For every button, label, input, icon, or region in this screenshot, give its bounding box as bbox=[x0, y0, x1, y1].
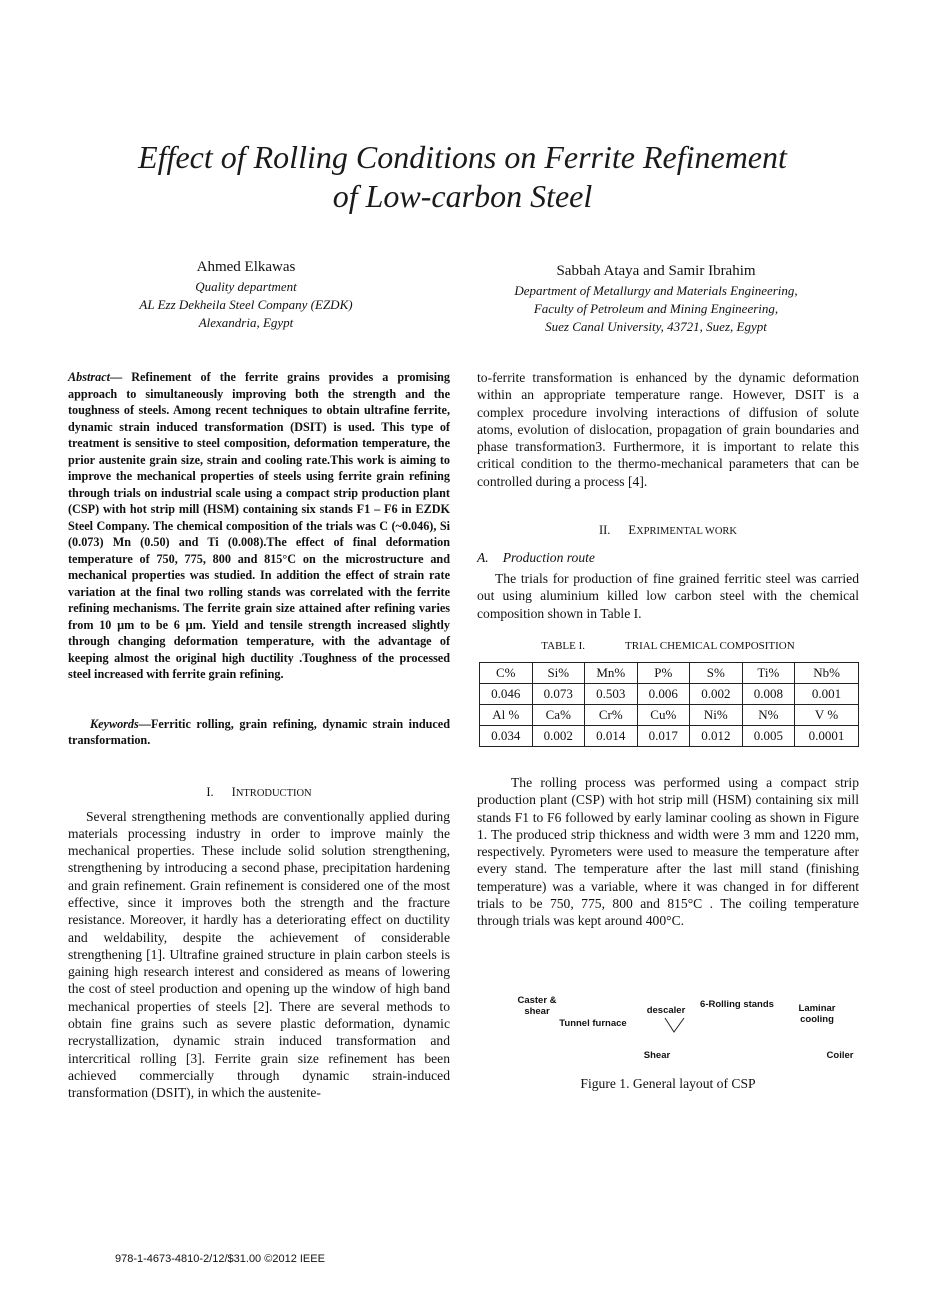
figure-label-caster bbox=[515, 995, 559, 1017]
author-affiliation: Faculty of Petroleum and Mining Engineering, bbox=[533, 301, 779, 316]
figure-label-descaler: descaler bbox=[646, 1005, 686, 1016]
table-header-cell: C% bbox=[480, 662, 533, 683]
figure-label-text: shear bbox=[524, 1006, 550, 1017]
table-header-cell: Mn% bbox=[585, 662, 638, 683]
table-cell: 0.0001 bbox=[795, 725, 859, 746]
subsection-title: Production route bbox=[502, 550, 595, 566]
table-row bbox=[480, 704, 859, 725]
section-title-rest: XPRIMENTAL WORK bbox=[636, 526, 738, 538]
production-route-paragraph: The trials for production of fine grained ferritic steel was carried out using aluminium killed low carbon steel with the chemical composition shown in Table I. bbox=[477, 571, 859, 621]
table-cell: 0.503 bbox=[585, 683, 638, 704]
abstract bbox=[68, 369, 450, 683]
subsection-letter: A. bbox=[477, 550, 489, 566]
table-row bbox=[480, 683, 859, 704]
title-line-2: of Low-carbon Steel bbox=[332, 178, 593, 214]
subsection-heading bbox=[477, 549, 859, 566]
section-title-initial: I bbox=[231, 784, 236, 799]
figure-label-laminar-cooling bbox=[795, 1003, 839, 1025]
author-affiliation: Department of Metallurgy and Materials Engineering, bbox=[514, 283, 798, 298]
left-column bbox=[68, 369, 450, 1102]
table-cell: 0.006 bbox=[637, 683, 690, 704]
introduction-paragraph: Several strengthening methods are conventionally applied during materials processing industry in order to improve mainly the mechanical properties. These include solid solution strengthening, strengthening by introducing a second phase, precipitation hardening and grain refinement. Grain refinement is considered one of the most effective, since it improves both the strength and the fracture resistance. Moreover, it hardly has a deteriorating effect on ductility and weldability, despite the achievement of considerable strengthening [1]. Ultrafine grained structure in plain carbon steels is gaining high research interest and considered as means of lowering the cost of steel production and opening up the window of high band mechanical properties of steels [2]. There are several methods to obtain fine grains such as severe plastic deformation, dynamic recrystallization, dynamic strain induced transformation and intercritical rolling [3]. Ferrite grain size refinement has been achieved commercially through dynamic strain-induced transformation (DSIT), in which the austenite- bbox=[68, 808, 450, 1101]
table-cell: 0.001 bbox=[795, 683, 859, 704]
abstract-dash: — bbox=[109, 370, 132, 384]
section-heading-introduction bbox=[68, 784, 450, 802]
table-header-cell: Nb% bbox=[795, 662, 859, 683]
table-cell: 0.034 bbox=[480, 725, 533, 746]
table-header-cell: S% bbox=[690, 662, 743, 683]
author-name: Sabbah Ataya and Samir Ibrahim bbox=[556, 263, 756, 279]
author-affiliation: AL Ezz Dekheila Steel Company (EZDK) bbox=[139, 297, 353, 312]
table-cell: 0.002 bbox=[690, 683, 743, 704]
author-affiliation: Alexandria, Egypt bbox=[198, 315, 294, 330]
right-column bbox=[477, 369, 859, 930]
figure-label-text: Caster & bbox=[517, 995, 557, 1006]
table-header-cell: Al % bbox=[480, 704, 533, 725]
table-header-cell: Ca% bbox=[532, 704, 585, 725]
section-heading-experimental bbox=[477, 522, 859, 540]
author-block-2 bbox=[456, 262, 856, 336]
section-title-rest: NTRODUCTION bbox=[235, 787, 312, 799]
figure-label-rolling-stands: 6-Rolling stands bbox=[700, 999, 774, 1010]
keywords-dash: — bbox=[138, 716, 151, 731]
table-cell: 0.012 bbox=[690, 725, 743, 746]
table-label: TABLE I. bbox=[541, 639, 586, 652]
rolling-process-paragraph: The rolling process was performed using a compact strip production plant (CSP) with hot strip mill (HSM) containing six mill stands F1 to F6 followed by early laminar cooling as shown in Figure 1. The produced strip thickness and width were 3 mm and 1220 mm, respectively. Pyrometers were used to measure the temperature after every stand. The temperature after the last mill stand (finishing temperature) was a variable, where it was changed in for different trials to be 750, 775, 800 and 815°C . The coiling temperature through trials was kept around 400°C. bbox=[477, 774, 859, 929]
table-header-cell: Cu% bbox=[637, 704, 690, 725]
table-caption bbox=[477, 639, 859, 653]
figure-label-text: cooling bbox=[800, 1014, 834, 1025]
figure-label-tunnel-furnace: Tunnel furnace bbox=[559, 1018, 627, 1029]
table-header-cell: P% bbox=[637, 662, 690, 683]
figure-label-text: Laminar bbox=[798, 1003, 836, 1014]
author-name: Ahmed Elkawas bbox=[196, 259, 296, 275]
table-title: TRIAL CHEMICAL COMPOSITION bbox=[625, 639, 795, 652]
descaler-pointer bbox=[663, 1015, 687, 1035]
keywords-text: Ferritic rolling, grain refining, dynamic strain induced transformation. bbox=[68, 716, 450, 747]
table-cell: 0.005 bbox=[742, 725, 795, 746]
table-header-cell: V % bbox=[795, 704, 859, 725]
table-cell: 0.017 bbox=[637, 725, 690, 746]
figure-1 bbox=[477, 995, 859, 1105]
section-number: I. bbox=[206, 784, 214, 799]
table-header-cell: Si% bbox=[532, 662, 585, 683]
intro-continued-paragraph: to-ferrite transformation is enhanced by the dynamic deformation within an appropriate temperature range. However, DSIT is a complex procedure involving interactions of diffusion of solute atoms, evolution of dislocation, propagation of grain boundaries and phase transformation3. Furthermore, it is important to relate this critical condition to the thermo-mechanical parameters that can be controlled during a process [4]. bbox=[477, 370, 859, 489]
table-cell: 0.073 bbox=[532, 683, 585, 704]
figure-label-coiler: Coiler bbox=[826, 1050, 854, 1061]
title-line-1: Effect of Rolling Conditions on Ferrite Refinement bbox=[138, 139, 787, 175]
abstract-label: Abstract bbox=[68, 370, 110, 384]
table-header-cell: Cr% bbox=[585, 704, 638, 725]
table-header-cell: Ti% bbox=[742, 662, 795, 683]
section-title-initial: E bbox=[628, 523, 637, 538]
table-header-cell: Ni% bbox=[690, 704, 743, 725]
table-cell: 0.002 bbox=[532, 725, 585, 746]
paper-title bbox=[60, 138, 865, 216]
abstract-text: Refinement of the ferrite grains provides a promising approach to simultaneously improving both the strength and the toughness of steels. Among recent techniques to obtain ultrafine ferrite, dynamic strain induced transformation (DSIT) is used. This type of treatment is sensitive to steel composition, deformation temperature, the prior austenite grain size, strain and cooling rate.This work is aiming to improve the mechanical properties of steels using ferrite grain refining through trials on industrial scale using a compact strip production plant (CSP) with hot strip mill (HSM) containing six stands F1 – F6 in EZDK Steel Company. The chemical composition of the trials was C (~0.046), Si (0.073) Mn (0.50) and Ti (0.008).The effect of final deformation temperature of 750, 775, 800 and 815°C on the microstructure and mechanical properties was studied. In addition the effect of strain rate variation at the final two rolling stands was correlated with the ferrite refining mechanisms. The ferrite grain size attained after refining varies from 10 µm to be 6 µm. Yield and tensile strength increased slightly through changing deformation temperature, with the advantage of keeping almost the original high ductility .Toughness of the processed steel increased with ferrite grain refining. bbox=[68, 370, 450, 681]
table-cell: 0.008 bbox=[742, 683, 795, 704]
keywords-label: Keywords bbox=[90, 716, 139, 731]
figure-label-shear: Shear bbox=[643, 1050, 671, 1061]
author-block-1 bbox=[96, 258, 396, 332]
table-cell: 0.014 bbox=[585, 725, 638, 746]
figure-caption: Figure 1. General layout of CSP bbox=[580, 1076, 756, 1091]
copyright-footer: 978-1-4673-4810-2/12/$31.00 ©2012 IEEE bbox=[115, 1253, 325, 1265]
section-number: II. bbox=[598, 523, 611, 538]
table-cell: 0.046 bbox=[480, 683, 533, 704]
table-row bbox=[480, 662, 859, 683]
author-affiliation: Quality department bbox=[195, 279, 297, 294]
composition-table bbox=[479, 662, 859, 747]
keywords bbox=[68, 716, 450, 749]
author-affiliation: Suez Canal University, 43721, Suez, Egypt bbox=[545, 319, 767, 334]
table-row bbox=[480, 725, 859, 746]
table-header-cell: N% bbox=[742, 704, 795, 725]
